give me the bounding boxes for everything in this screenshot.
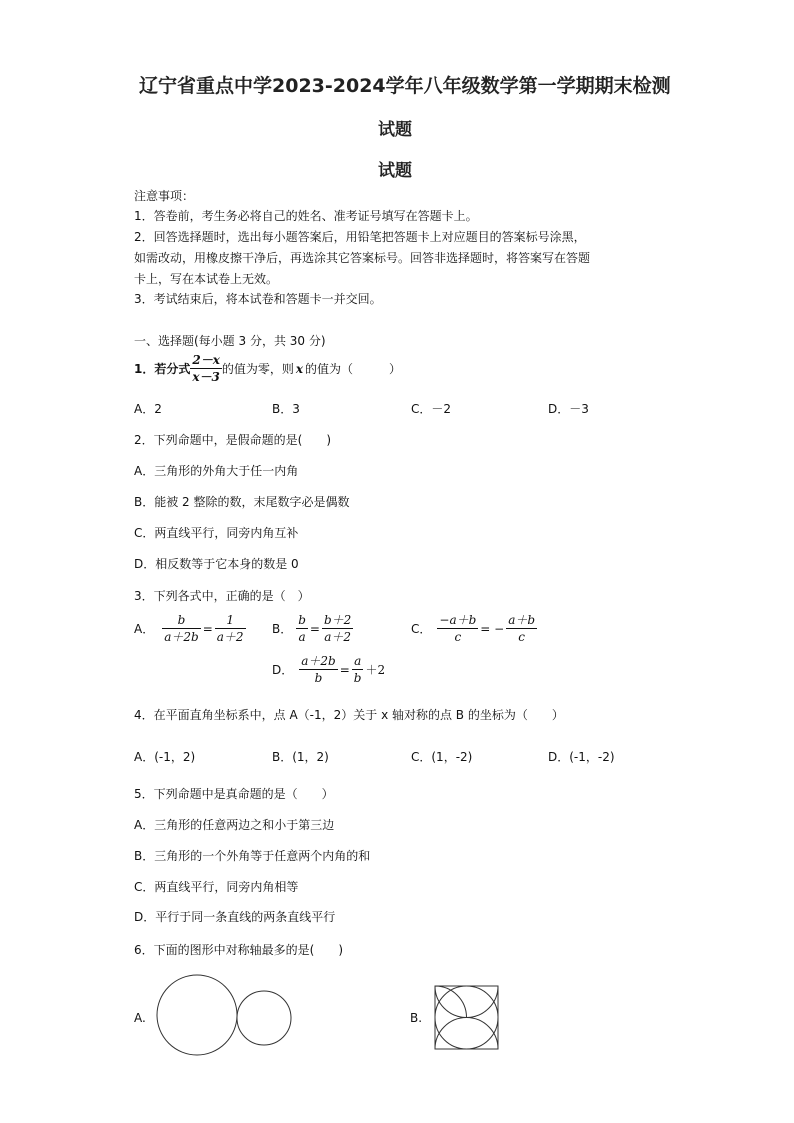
q3-b-left-num: b: [298, 613, 306, 627]
q2-option-b[interactable]: B．能被 2 整除的数，末尾数字必是偶数: [134, 495, 350, 509]
q3-c-left-den: c: [454, 630, 462, 644]
q3-a-equals: =: [202, 621, 213, 636]
notice-item-3: 3．考试结束后，将本试卷和答题卡一并交回。: [134, 292, 382, 306]
large-circle-shape: [157, 975, 237, 1055]
q3-a-left-fraction: [162, 612, 200, 645]
q5-option-c[interactable]: C．两直线平行，同旁内角相等: [134, 880, 299, 894]
section-heading: 一、选择题(每小题 3 分，共 30 分): [134, 334, 326, 348]
q5-option-b[interactable]: B．三角形的一个外角等于任意两个内角的和: [134, 849, 371, 863]
q3-c-right-fraction: [506, 612, 537, 645]
q3-b-equals: =: [309, 621, 320, 636]
q3-option-d[interactable]: [272, 653, 387, 686]
q3-a-left-num: b: [162, 612, 200, 629]
notice-item-1: 1．答卷前，考生务必将自己的姓名、准考证号填写在答题卡上。: [134, 209, 478, 223]
q3-d-equals: =: [339, 662, 350, 677]
q3-a-left-den: a＋2b: [164, 630, 199, 644]
q1-fraction-numerator: 2－x: [192, 353, 220, 367]
q3-d-right-fraction: [352, 653, 364, 686]
q3-c-left-fraction: [437, 612, 478, 645]
q3-d-left-fraction: [299, 653, 337, 686]
q3-d-tail: ＋2: [365, 662, 386, 677]
q1-variable: x: [295, 361, 304, 376]
q3-a-right-num: 1: [215, 612, 246, 629]
notice-item-2-line-3: 卡上，写在本试卷上无效。: [134, 272, 279, 286]
q3-d-left-den: b: [314, 671, 323, 685]
notice-heading: 注意事项：: [134, 189, 195, 203]
q3-c-equals: = −: [480, 621, 505, 636]
q3-d-right-num: a: [352, 653, 364, 670]
q5-stem: 5．下列命题中是真命题的是（ ）: [134, 787, 334, 801]
q5-option-d[interactable]: D．平行于同一条直线的两条直线平行: [134, 910, 336, 924]
q1-option-c[interactable]: C．－2: [411, 402, 452, 416]
q4-option-d[interactable]: D．(-1，-2): [548, 750, 615, 764]
page-title: 辽宁省重点中学2023-2024学年八年级数学第一学期期末检测: [139, 75, 671, 97]
q3-option-c[interactable]: [411, 612, 537, 645]
q4-stem: 4．在平面直角坐标系中，点 A（-1，2）关于 x 轴对称的点 B 的坐标为（ ）: [134, 708, 564, 722]
q1-option-b[interactable]: B．3: [272, 402, 300, 416]
q1-fraction-denominator: x－3: [192, 370, 220, 384]
q1-tail: 的值为（ ）: [305, 361, 402, 376]
q2-option-a[interactable]: A．三角形的外角大于任一内角: [134, 464, 299, 478]
q6-option-a-figure[interactable]: [156, 974, 296, 1056]
four-petal-arcs-shape: [435, 986, 498, 1049]
q3-b-left-den: a: [298, 630, 306, 644]
q3-d-left-num: a＋2b: [301, 654, 336, 668]
q3-option-d-label: D．: [272, 662, 294, 677]
q3-option-c-label: C．: [411, 621, 432, 636]
q2-option-d[interactable]: D．相反数等于它本身的数是 0: [134, 557, 299, 571]
q4-option-b[interactable]: B．(1，2): [272, 750, 329, 764]
q6-option-a-label[interactable]: A.: [134, 1011, 146, 1025]
q1-stem: [134, 352, 401, 385]
q3-b-right-fraction: [322, 612, 353, 645]
notice-item-2-line-1: 2．回答选择题时，选出每小题答案后，用铅笔把答题卡上对应题目的答案标号涂黑，: [134, 230, 586, 244]
q3-b-right-den: a＋2: [324, 630, 352, 644]
q5-option-a[interactable]: A．三角形的任意两边之和小于第三边: [134, 818, 335, 832]
q1-text: 的值为零，则: [221, 361, 294, 376]
q1-fraction: [190, 352, 222, 385]
q3-c-left-num: −a＋b: [439, 613, 477, 627]
q2-option-c[interactable]: C．两直线平行，同旁内角互补: [134, 526, 299, 540]
q4-option-c[interactable]: C．(1，-2): [411, 750, 473, 764]
q3-stem: 3．下列各式中，正确的是（ ）: [134, 589, 310, 603]
q3-b-left-fraction: [296, 612, 308, 645]
q1-number: 1．若分式: [134, 361, 191, 376]
q3-a-right-fraction: [215, 612, 246, 645]
q3-option-a-label: A．: [134, 621, 155, 636]
q3-option-a[interactable]: [134, 612, 246, 645]
page-subtitle-repeat: 试题: [378, 161, 412, 181]
q3-b-right-num: b＋2: [323, 613, 352, 627]
q2-stem: 2．下列命题中，是假命题的是( ): [134, 433, 331, 447]
notice-item-2-line-2: 如需改动，用橡皮擦干净后，再选涂其它答案标号。回答非选择题时，将答案写在答题: [134, 251, 591, 265]
q3-option-b[interactable]: [272, 612, 353, 645]
q1-option-d[interactable]: D．－3: [548, 402, 589, 416]
q3-option-b-label: B．: [272, 621, 293, 636]
q6-option-b-figure[interactable]: [434, 985, 500, 1051]
q3-d-right-den: b: [353, 671, 362, 685]
q3-c-right-den: c: [518, 630, 526, 644]
page-subtitle: 试题: [378, 120, 412, 140]
q1-option-a[interactable]: A．2: [134, 402, 162, 416]
small-circle-shape: [237, 991, 291, 1045]
q3-a-right-den: a＋2: [216, 630, 244, 644]
q6-option-b-label[interactable]: B.: [410, 1011, 423, 1025]
q3-c-right-num: a＋b: [508, 613, 536, 627]
q4-option-a[interactable]: A．(-1，2): [134, 750, 196, 764]
q6-stem: 6．下面的图形中对称轴最多的是( ): [134, 943, 343, 957]
